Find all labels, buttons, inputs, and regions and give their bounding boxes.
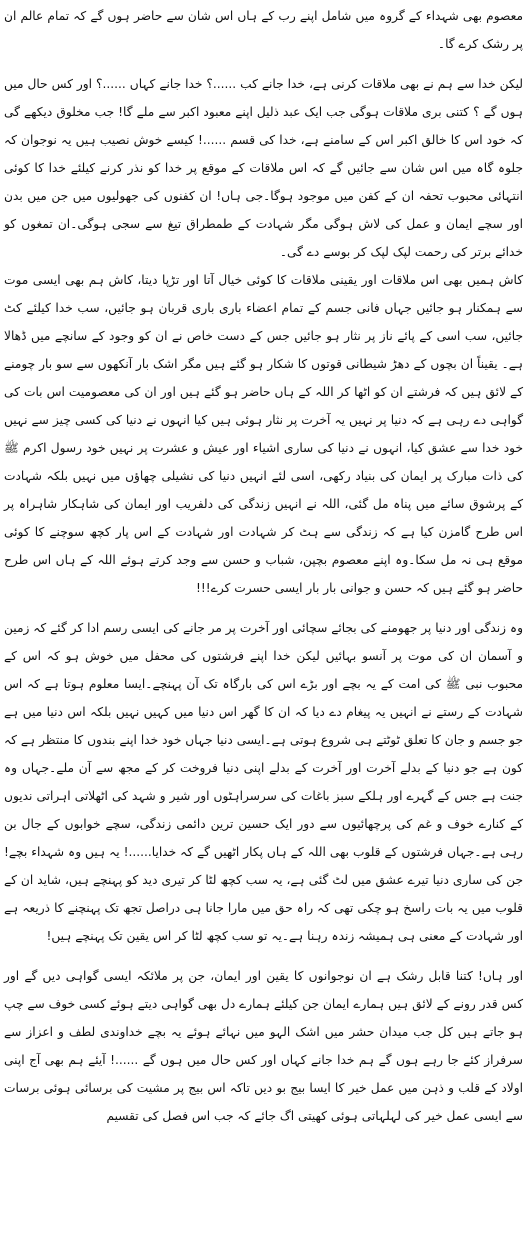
paragraph-4: وہ زندگی اور دنیا پر جھومنے کی بجائے سچائی اور آخرت پر مر جانے کی ایسی رسم ادا کر گئے کہ زمین و آسمان ان کی موت پر آنسو بہائیں لیکن خدا اپنے فرشتوں کی محفل میں خوش ہو کہ اس کے محبوب نبی ﷺ کی امت کے یہ بچے اور بڑے اس کی بارگاہ تک آن پہنچے۔ایسا معلوم ہوتا ہے کہ اس شہادت کے رستے نے انہیں یہ پیغام دے دیا کہ ان کا گھر اس دنیا میں کہیں نہیں بلکہ اس دنیا میں ہے جو جسم و جان کا تعلق ٹوٹتے ہی شروع ہوتی ہے۔ایسی دنیا جہاں خود خدا اپنے بندوں کا منتظر ہے کہ کون ہے جو دنیا کے بدلے آخرت اور آخرت کے بدلے اپنی دنیا فروخت کر کے مجھ سے آن ملے۔جہاں وہ جنت ہے جس کے گہرے اور ہلکے سبز باغات کی سرسراہٹوں اور شیر و شہد کی اٹھلاتی اہراتی ندیوں کے کنارے خوف و غم کی پرچھائیوں سے دور ایک حسین ترین دائمی زندگی، سچے خوابوں کے جال بن رہی ہے۔جہاں فرشتوں کے قلوب بھی اللہ کے ہاں پکار اٹھیں گے کہ خدایا......! یہ ہیں وہ شہداء بچے! جن کی ساری دنیا تیرے عشق میں لٹ گئی ہے، یہ سب کچھ لٹا کر تیری دید کو پہنچے ہیں، شاید ان کے قلوب میں یہ بات راسخ ہو چکی تھی کہ راہ حق میں مارا جانا ہی دراصل تجھ تک پہنچنے کا ذریعہ ہے اور شہادت کے معنی ہی ہمیشہ زندہ رہنا ہے۔یہ تو سب کچھ لٹا کر اس یقین تک پہنچے ہیں! [4, 621, 523, 943]
paragraph-3: کاش ہمیں بھی اس ملاقات اور یقینی ملاقات کا کوئی خیال آتا اور تڑپا دیتا، کاش ہم بھی ایسی موت سے ہمکنار ہو جائیں جہاں فانی جسم کے تمام اعضاء باری باری قربان ہو جائیں، سب خدا کیلئے کٹ جائیں، سب اسی کے پائے ناز پر نثار ہو جائیں جس کے دست خاص نے ان کو وجود کے سانچے میں ڈھالا ہے۔ یقیناً ان بچوں کے دھڑ شیطانی قوتوں کا شکار ہو گئے ہیں مگر اشک بار آنکھوں سے سو بار چومنے کے لائق ہیں کہ فرشتے ان کو اٹھا کر اللہ کے ہاں حاضر ہو گئے ہیں اور ان کی معصومیت اس بات کی گواہی دے رہی ہے کہ دنیا پر نہیں یہ آخرت پر نثار ہوئی ہیں کیا انہوں نے دنیا کی کسی چیز سے نہیں خود خدا سے عشق کیا، انہوں نے دنیا کی ساری اشیاء اور عیش و عشرت پر نہیں خود رسول اکرم ﷺ کی ذات مبارک پر ایمان کی بنیاد رکھی، اسی لئے انہیں دنیا کی نشیلی چھاؤں میں نہیں بلکہ شہادت کے پرشوق سائے میں پناہ مل گئی، اللہ نے انہیں زندگی کی دلفریب اور ایمان کی شاہکار شاہراہ پر اس طرح گامزن کیا ہے کہ زندگی سے ہٹ کر شہادت اور شہادت کے اس پار کچھ سوچنے کا کوئی موقع ہی نہ مل سکا۔وہ اپنے معصوم بچپن، شباب و حسن سے وجد کرتے ہوئے اللہ کے ہاں اس طرح حاضر ہو گئے ہیں کہ حسن و جوانی بار بار ایسی حسرت کرے!!! [4, 273, 523, 595]
paragraph-5: اور ہاں! کتنا قابل رشک ہے ان نوجوانوں کا یقین اور ایمان، جن پر ملائکہ ایسی گواہی دیں گے اور کس قدر رونے کے لائق ہیں ہمارے ایمان جن کیلئے ہمارے دل بھی گواہی دیتے ہوئے کسی خوف سے چپ ہو جاتے ہیں کل جب میدان حشر میں اشک الہو میں نہائے ہوئے یہ بچے خداوندی لطف و اعزاز سے سرفراز کئے جا رہے ہوں گے ہم خدا جانے کہاں اور کس حال میں ہوں گے ......! آیئے ہم بھی آج اپنی اولاد کے قلب و ذہن میں عمل خیر کا ایسا بیج بو دیں تاکہ اس بیج پر مشیت کی برسائی ہوئی برسات سے ایسی عمل خیر کی لہلہاتی ہوئی کھیتی اگ جائے کہ جب اس فصل کی تقسیم [4, 969, 523, 1123]
paragraph-2: لیکن خدا سے ہم نے بھی ملاقات کرنی ہے، خدا جانے کب ......؟ خدا جانے کہاں ......؟ اور کس حال میں ہوں گے ؟ کتنی بری ملاقات ہوگی جب ایک عبد ذلیل اپنے معبود اکبر سے ملے گا! جب مخلوق دیکھے گی کہ خود اس کا خالق اکبر اس کے سامنے ہے، خدا کی قسم ......! کیسے خوش نصیب ہیں یہ نوجوان کہ جلوہ گاہ میں اس شان سے جائیں گے کہ اس ملاقات کے موقع پر خدا کو نذر کرنے کیلئے خدا کا کوئی انتہائی محبوب تحفہ ان کے کفن میں موجود ہوگا۔جی ہاں! ان کفنوں کی جھولیوں میں جن میں بدن اور سچے ایمان و عمل کی لاش ہوگی مگر شہادت کے طمطراق تیغ سے سجی ہوگی۔ان تمغوں کو خدائے برتر کی رحمت لپک لپک کر بوسے دے گی۔ [4, 77, 523, 259]
paragraph-1: معصوم بھی شہداء کے گروہ میں شامل اپنے رب کے ہاں اس شان سے حاضر ہوں گے کہ تمام عالم ان پر رشک کرے گا۔ [4, 9, 523, 51]
